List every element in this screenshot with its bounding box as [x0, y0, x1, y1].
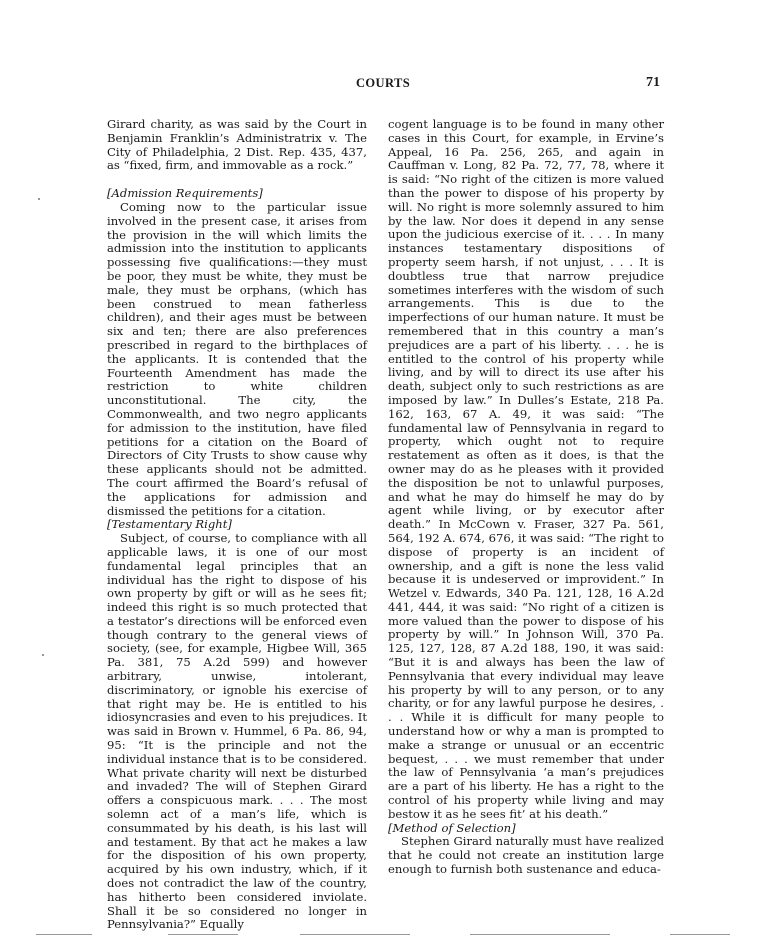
left-column [107, 118, 367, 932]
scan-edge-rule [168, 934, 238, 935]
paragraph-method-of-selection: Stephen Girard naturally must have realized that he could not create an institution large enough to furnish both sustenance and educa- [388, 834, 664, 877]
paragraph-admission-requirements: Coming now to the particular issue involved in the present case, it arises from the provision in the will which limits the admission into the institution to applicants possessing five qualifications:—they must be poor, they must be white, they must be male, they must be orphans, (which has been construed to mean fatherless children), and their ages must be between six and ten; there are also preferences prescribed in regard to the birthplaces of the applicants. It is contended that the Fourteenth Amendment has made the restriction to white children unconstitutional. The city, the Commonwealth, and two negro applicants for admission to the institution, have filed petitions for a citation on the Board of Directors of City Trusts to show cause why these applicants should not be admitted. The court affirmed the Board’s refusal of the applications for admission and dismissed the petitions for a citation. [107, 199, 367, 518]
scan-edge-rule [300, 934, 410, 935]
running-title: COURTS [356, 76, 411, 90]
page-number: 71 [646, 75, 660, 90]
paragraph-cogent-language: cogent language is to be found in many other cases in this Court, for example, in Ervine’s Appeal, 16 Pa. 256, 265, and again in Cauffman v. Long, 82 Pa. 72, 77, 78, where it is said: “No right of the citizen is more valued than the power to dispose of his property by will. No right is more solemnly assured to him by the law. Nor does it depend in any sense upon the judicious exercise of it. . . . In many instances testamentary dispositions of property seem harsh, if not unjust, . . . It is doubtless true that narrow prejudice sometimes interferes with the wisdom of such arrangements. This is due to the imperfections of our human nature. It must be remembered that in this country a man’s prejudices are a part of his liberty. . . . he is entitled to the control of his property while living, and by will to direct its use after his death, subject only to such restrictions as are imposed by law.” In Dulles’s Estate, 218 Pa. 162, 163, 67 A. 49, it was said: “The fundamental law of Pennsylvania in regard to property, which ought not to require restatement as often as it does, is that the owner may do as he pleases with it provided the disposition be not to unlawful purposes, and what he may do himself he may do by agent while living, or by executor after death.” In McCown v. Fraser, 327 Pa. 561, 564, 192 A. 674, 676, it was said: “The right to dispose of property is an incident of ownership, and a gift is none the less valid because it is undeserved or improvident.” In Wetzel v. Edwards, 340 Pa. 121, 128, 16 A.2d 441, 444, it was said: “No right of a citizen is more valued than the power to dispose of his property by will.” In Johnson Will, 370 Pa. 125, 127, 128, 87 A.2d 188, 190, it was said: “But it is and always has been the law of Pennsylvania that every individual may leave his property by will to any person, or to any charity, or for any lawful purpose he desires, . . . While it is difficult for many people to understand how or why a man is prompted to make a strange or unusual or an eccentric bequest, . . . we must remember that under the law of Pennsylvania ‘a man’s prejudices are a part of his liberty. He has a right to the control of his property while living and may bestow it as he sees fit’ at his death.” [388, 117, 664, 821]
heading-testamentary-right: [Testamentary Right] [107, 517, 232, 532]
heading-method-of-selection: [Method of Selection] [388, 820, 516, 835]
scan-edge-rule [670, 934, 730, 935]
scan-edge-rule [470, 934, 610, 935]
scan-speck [38, 198, 40, 200]
paragraph-testamentary-right: Subject, of course, to compliance with all applicable laws, it is one of our most fundamental legal principles that an individual has the right to dispose of his own property by gift or will as he sees fit; indeed this right is so much protected that a testator’s directions will be enforced even though contrary to the general views of society, (see, for example, Higbee Will, 365 Pa. 381, 75 A.2d 599) and however arbitrary, unwise, intolerant, discriminatory, or ignoble his exercise of that right may be. He is entitled to his idiosyncrasies and even to his prejudices. It was said in Brown v. Hummel, 6 Pa. 86, 94, 95: “It is the principle and not the individual instance that is to be considered. What private charity will next be disturbed and invaded? The will of Stephen Girard offers a conspicuous mark. . . . The most solemn act of a man’s life, which is consummated by his death, is his last will and testament. By that act he makes a law for the disposition of his own property, acquired by his own industry, which, if it does not contradict the law of the country, has hitherto been considered inviolate. Shall it be so considered no longer in Pennsylvania?” Equally [107, 531, 367, 932]
scan-edge-rule [36, 934, 92, 935]
right-column [388, 118, 664, 877]
paragraph-girard-charity: Girard charity, as was said by the Court in Benjamin Franklin’s Administratrix v. The City of Philadelphia, 2 Dist. Rep. 435, 437, as “fixed, firm, and immovable as a rock.” [107, 117, 367, 173]
running-head [0, 76, 763, 92]
heading-admission-requirements: [Admission Requirements] [107, 186, 263, 201]
scan-speck [42, 654, 44, 656]
